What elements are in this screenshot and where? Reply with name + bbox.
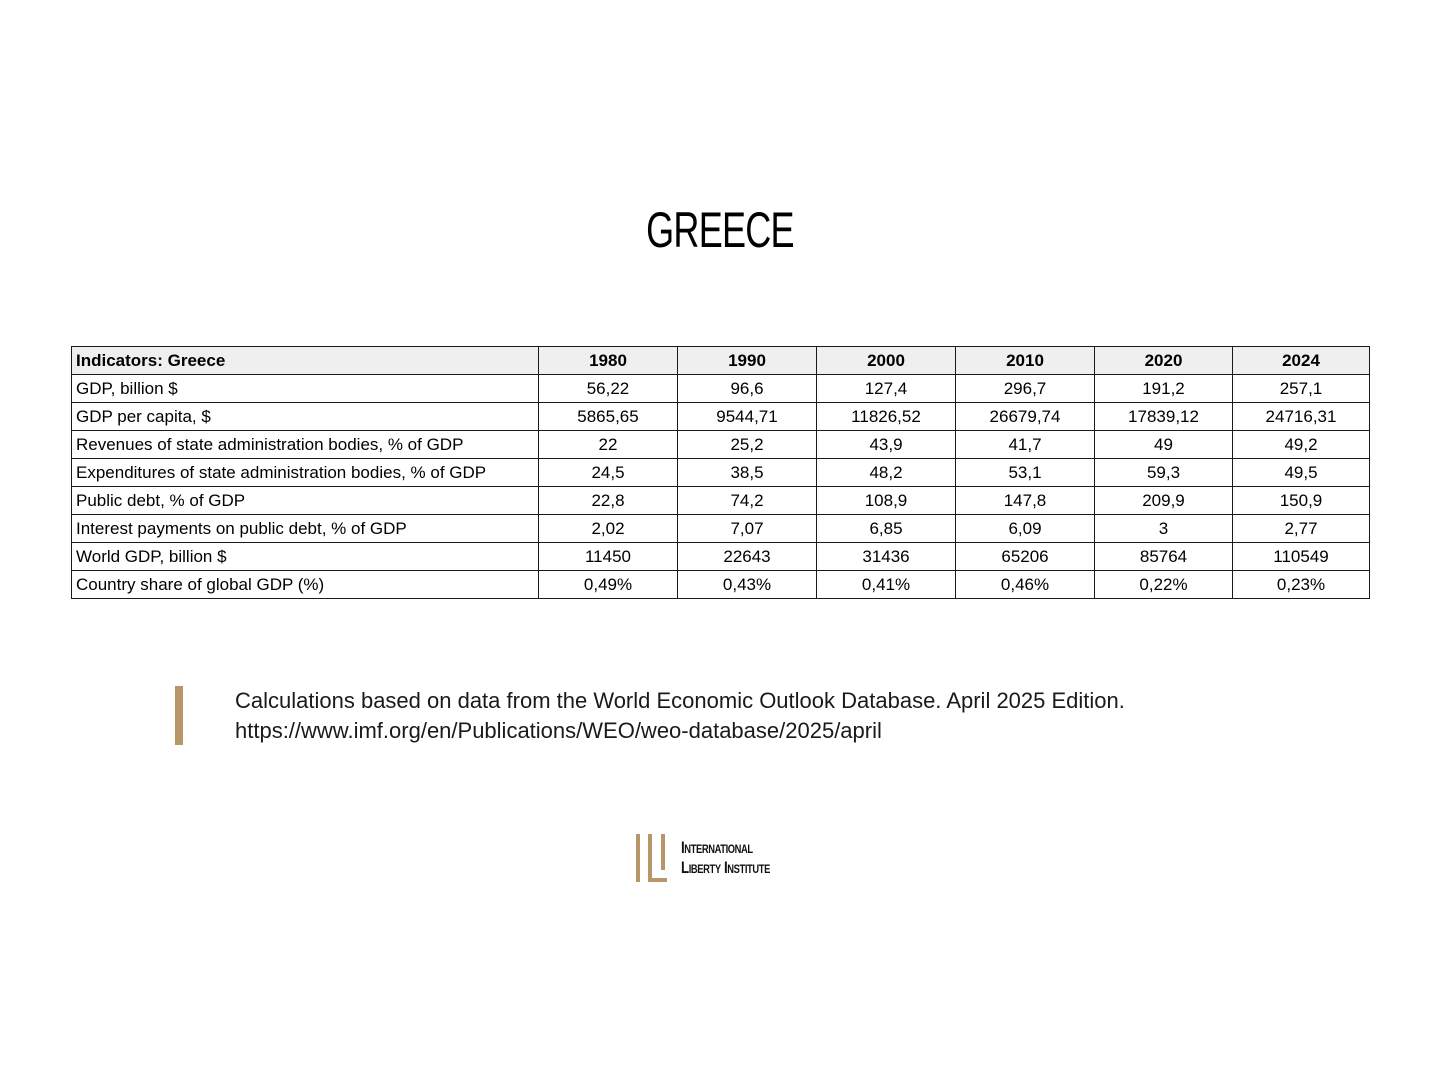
table-cell: 7,07 xyxy=(678,515,817,543)
table-cell: 0,23% xyxy=(1233,571,1370,599)
table-cell: 22643 xyxy=(678,543,817,571)
source-note-text: Calculations based on data from the World Economic Outlook Database. April 2025 Edition. xyxy=(235,688,1125,713)
table-cell: 56,22 xyxy=(539,375,678,403)
table-cell: 3 xyxy=(1095,515,1233,543)
table-cell: 85764 xyxy=(1095,543,1233,571)
indicators-table xyxy=(71,346,1370,599)
table-row xyxy=(72,459,1370,487)
table-cell: 0,49% xyxy=(539,571,678,599)
table-cell: 22,8 xyxy=(539,487,678,515)
table-cell: 31436 xyxy=(817,543,956,571)
source-note xyxy=(235,686,1385,746)
table-cell: 17839,12 xyxy=(1095,403,1233,431)
table-row xyxy=(72,487,1370,515)
table-row xyxy=(72,375,1370,403)
ili-logo-icon xyxy=(636,832,670,884)
quote-accent-bar xyxy=(175,686,183,745)
table-cell: 296,7 xyxy=(956,375,1095,403)
table-header-cell: 1980 xyxy=(539,347,678,375)
table-cell: 2,77 xyxy=(1233,515,1370,543)
table-header-cell: Indicators: Greece xyxy=(72,347,539,375)
table-cell: 38,5 xyxy=(678,459,817,487)
logo-line-1: International xyxy=(681,838,753,857)
table-cell: 110549 xyxy=(1233,543,1370,571)
table-cell: 209,9 xyxy=(1095,487,1233,515)
table-header-cell: 2010 xyxy=(956,347,1095,375)
logo xyxy=(636,832,816,884)
table-cell: 150,9 xyxy=(1233,487,1370,515)
table-cell: 6,85 xyxy=(817,515,956,543)
table-cell: World GDP, billion $ xyxy=(72,543,539,571)
table-row xyxy=(72,543,1370,571)
table-cell: 41,7 xyxy=(956,431,1095,459)
table-cell: 11826,52 xyxy=(817,403,956,431)
table-cell: 59,3 xyxy=(1095,459,1233,487)
table-row xyxy=(72,431,1370,459)
table-cell: 26679,74 xyxy=(956,403,1095,431)
table-cell: 96,6 xyxy=(678,375,817,403)
table-cell: Country share of global GDP (%) xyxy=(72,571,539,599)
table-cell: 24716,31 xyxy=(1233,403,1370,431)
table-cell: 6,09 xyxy=(956,515,1095,543)
table-cell: 48,2 xyxy=(817,459,956,487)
table-cell: GDP, billion $ xyxy=(72,375,539,403)
table-cell: 0,46% xyxy=(956,571,1095,599)
table-row xyxy=(72,403,1370,431)
table-cell: 5865,65 xyxy=(539,403,678,431)
table-cell: 53,1 xyxy=(956,459,1095,487)
page-title: GREECE xyxy=(646,202,794,258)
table-cell: 0,41% xyxy=(817,571,956,599)
table-cell: GDP per capita, $ xyxy=(72,403,539,431)
table-cell: 22 xyxy=(539,431,678,459)
table-header-cell: 2024 xyxy=(1233,347,1370,375)
table-cell: 49,5 xyxy=(1233,459,1370,487)
table-cell: 0,43% xyxy=(678,571,817,599)
logo-wordmark xyxy=(681,838,770,878)
table-cell: Expenditures of state administration bodies, % of GDP xyxy=(72,459,539,487)
table-cell: 191,2 xyxy=(1095,375,1233,403)
source-url: https://www.imf.org/en/Publications/WEO/weo-database/2025/april xyxy=(235,718,882,743)
table-row xyxy=(72,515,1370,543)
table-cell: Interest payments on public debt, % of GDP xyxy=(72,515,539,543)
table-cell: 127,4 xyxy=(817,375,956,403)
table-cell: 2,02 xyxy=(539,515,678,543)
table-cell: 24,5 xyxy=(539,459,678,487)
table-cell: 108,9 xyxy=(817,487,956,515)
table-header-row xyxy=(72,347,1370,375)
logo-line-2: Liberty Institute xyxy=(681,858,770,877)
table-row xyxy=(72,571,1370,599)
table-cell: 25,2 xyxy=(678,431,817,459)
table-header-cell: 1990 xyxy=(678,347,817,375)
table-header-cell: 2020 xyxy=(1095,347,1233,375)
table-cell: Public debt, % of GDP xyxy=(72,487,539,515)
table-cell: 74,2 xyxy=(678,487,817,515)
table-cell: 65206 xyxy=(956,543,1095,571)
table-cell: Revenues of state administration bodies, % of GDP xyxy=(72,431,539,459)
table-cell: 257,1 xyxy=(1233,375,1370,403)
table-header-cell: 2000 xyxy=(817,347,956,375)
table-cell: 9544,71 xyxy=(678,403,817,431)
table-cell: 49,2 xyxy=(1233,431,1370,459)
table-cell: 49 xyxy=(1095,431,1233,459)
table-cell: 147,8 xyxy=(956,487,1095,515)
table-cell: 11450 xyxy=(539,543,678,571)
table-cell: 0,22% xyxy=(1095,571,1233,599)
table-cell: 43,9 xyxy=(817,431,956,459)
